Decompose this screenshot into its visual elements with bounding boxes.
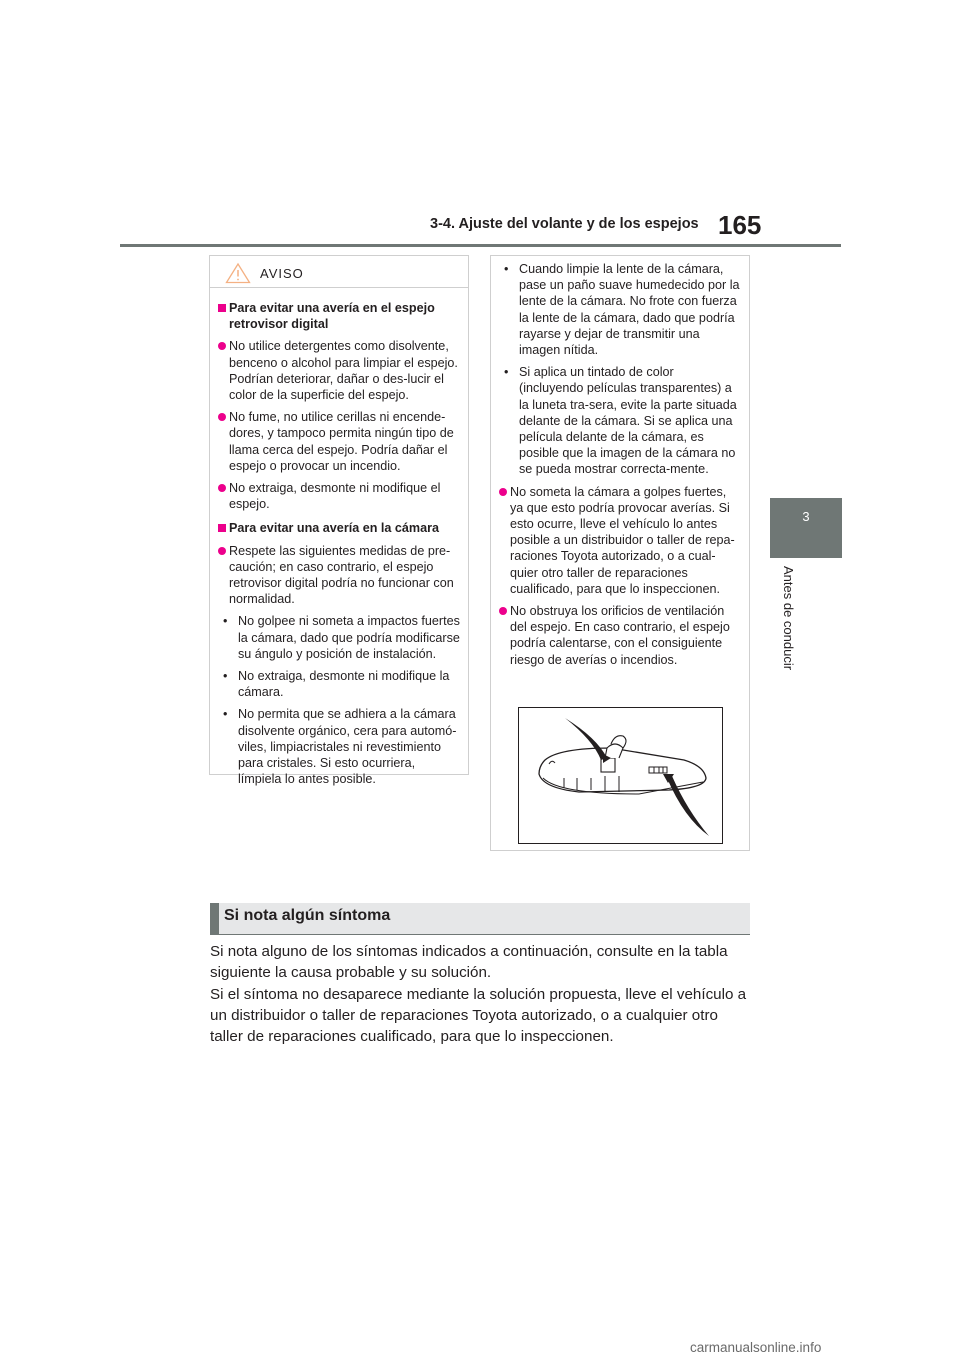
list-item bbox=[499, 603, 741, 668]
mirror-illustration bbox=[518, 707, 723, 844]
circle-marker-icon bbox=[499, 607, 507, 615]
list-item bbox=[218, 338, 460, 403]
item-text: No obstruya los orificios de ventilación del espejo. En caso contrario, el espejo podría calentarse, con el consiguiente riesgo de averías o incendios. bbox=[510, 604, 730, 667]
list-item bbox=[218, 706, 460, 787]
warning-box-continued bbox=[490, 255, 750, 851]
list-item bbox=[218, 409, 460, 474]
list-item bbox=[499, 364, 741, 477]
bullet-marker-icon: • bbox=[504, 365, 509, 380]
bullet-marker-icon: • bbox=[223, 614, 228, 629]
list-item bbox=[218, 668, 460, 700]
warning-box bbox=[209, 255, 469, 787]
chapter-label-text: Antes de conducir bbox=[781, 566, 796, 671]
chapter-tab: 3 bbox=[770, 498, 842, 558]
warning-list bbox=[218, 292, 460, 793]
item-text: No extraiga, desmonte ni modifique la cámara. bbox=[238, 669, 450, 700]
list-item bbox=[218, 480, 460, 512]
item-text: No utilice detergentes como disolvente, benceno o alcohol para limpiar el espejo. Podrían deteriorar, dañar o des-lucir el color de la superficie del espejo. bbox=[229, 339, 458, 403]
subheading bbox=[218, 300, 460, 332]
subheading bbox=[218, 520, 460, 536]
item-text: No someta la cámara a golpes fuertes, ya que esto podría provocar averías. Si esto ocurre, lleve el vehículo lo antes posible a un distribuidor o taller de repa-raciones Toyota autorizado, o a cual-quier otro taller de reparaciones cualificado, para que lo inspeccionen. bbox=[510, 484, 735, 596]
item-text: No fume, no utilice cerillas ni encende-dores, y tampoco permita ningún tipo de llama cerca del espejo. Podría dañar el espejo o provocar un incendio. bbox=[229, 410, 454, 473]
item-text: Para evitar una avería en el espejo retrovisor digital bbox=[229, 301, 435, 332]
square-marker-icon bbox=[218, 524, 226, 532]
warning-rule bbox=[210, 287, 468, 288]
circle-marker-icon bbox=[218, 484, 226, 492]
item-text: No permita que se adhiera a la cámara disolvente orgánico, cera para automó-viles, limpiacristales ni revestimiento para cristales. Si esto ocurriera, límpiela lo antes posible. bbox=[238, 707, 457, 787]
section-paragraph-2: Si el síntoma no desaparece mediante la solución propuesta, lleve el vehículo a un distribuidor o taller de reparaciones Toyota autorizado, o a cualquier otro taller de reparaciones cualificado, para que lo inspeccionen. bbox=[210, 986, 747, 1045]
section-accent bbox=[210, 903, 219, 934]
item-text: Si aplica un tintado de color (incluyendo películas transparentes) a la luneta tra-sera, evite la parte situada delante de la cámara. Si se aplica una película delante de la cámara, es posible que la imagen de la cámara no se pueda mostrar correcta-mente. bbox=[519, 365, 737, 477]
square-marker-icon bbox=[218, 304, 226, 312]
watermark: carmanualsonline.info bbox=[690, 1340, 822, 1355]
page-number: 165 bbox=[718, 210, 762, 240]
section-title: Si nota algún síntoma bbox=[224, 907, 391, 924]
section-header-title: 3-4. Ajuste del volante y de los espejos bbox=[430, 216, 699, 232]
item-text: Cuando limpie la lente de la cámara, pase un paño suave humedecido por la lente de la cámara. No frote con fuerza la lente de la cámara, dado que podría rayarse y dejar de transmitir una imagen nítida. bbox=[519, 262, 740, 358]
chapter-side-label bbox=[776, 566, 816, 684]
list-item bbox=[499, 261, 741, 358]
item-text: No extraiga, desmonte ni modifique el espejo. bbox=[229, 481, 441, 512]
header-rule bbox=[120, 244, 841, 247]
list-item bbox=[218, 613, 460, 662]
rearview-mirror-illustration bbox=[519, 708, 722, 843]
bullet-marker-icon: • bbox=[504, 262, 509, 276]
warning-triangle-icon bbox=[225, 262, 251, 284]
list-item bbox=[499, 484, 741, 597]
bullet-marker-icon: • bbox=[223, 707, 228, 722]
circle-marker-icon bbox=[218, 547, 226, 555]
list-item bbox=[218, 543, 460, 608]
item-text: No golpee ni someta a impactos fuertes la cámara, dado que podría modificarse su ángulo y posición de instalación. bbox=[238, 614, 460, 661]
section-paragraph-1: Si nota alguno de los síntomas indicados a continuación, consulte en la tabla siguiente la causa probable y su solución. bbox=[210, 943, 728, 981]
circle-marker-icon bbox=[218, 342, 226, 350]
bullet-marker-icon: • bbox=[223, 669, 228, 684]
item-text: Para evitar una avería en la cámara bbox=[229, 521, 440, 536]
warning-list-continued bbox=[499, 261, 741, 674]
warning-title: AVISO bbox=[260, 266, 304, 281]
circle-marker-icon bbox=[218, 413, 226, 421]
circle-marker-icon bbox=[499, 488, 507, 496]
item-text: Respete las siguientes medidas de pre-caución; en caso contrario, el espejo retrovisor digital podría no funcionar con normalidad. bbox=[229, 543, 454, 607]
section-rule bbox=[210, 934, 750, 935]
